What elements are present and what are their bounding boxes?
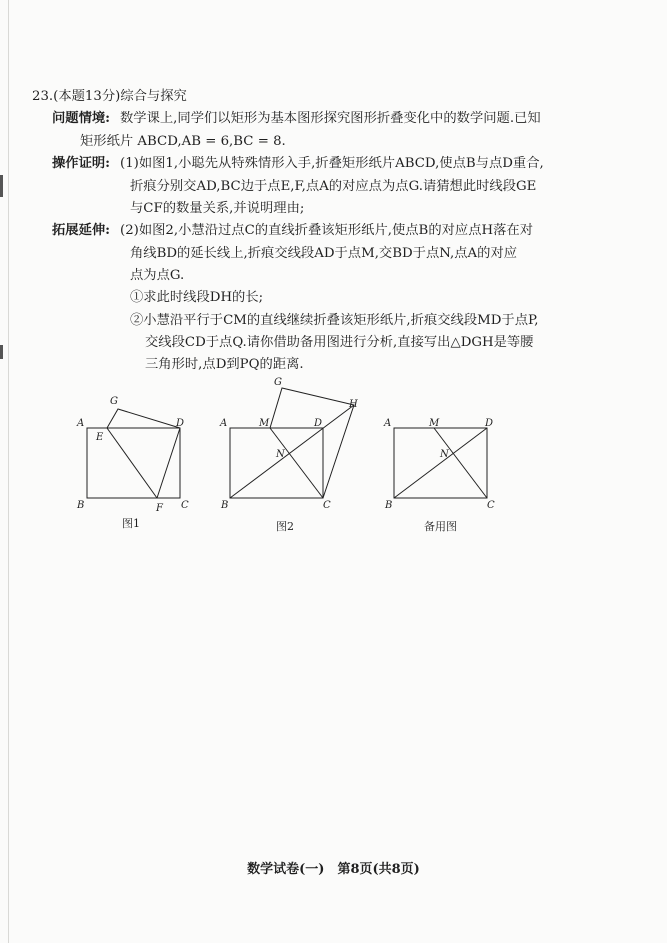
fig3-label-c: C [487,500,495,511]
proof-label: 操作证明: [52,156,111,171]
fig2-label-d: D [314,418,323,429]
fig2-folded-part [270,388,354,498]
fig2-label-g: G [274,377,282,388]
extend-line-3: 点为点G. [130,268,185,283]
proof-line-3: 与CF的数量关系,并说明理由; [130,201,305,216]
fig1-label-a: A [77,418,85,429]
proof-line-1: (1)如图1,小聪先从特殊情形入手,折叠矩形纸片ABCD,使点B与点D重合, [120,156,544,171]
extend-line-2: 角线BD的延长线上,折痕交线段AD于点M,交BD于点N,点A的对应 [130,246,518,261]
sub-question-2-line-2: 交线段CD于点Q.请你借助备用图进行分析,直接写出△DGH是等腰 [145,335,534,350]
fig1-line-df [157,428,180,498]
fig2-fold-cm [270,428,323,498]
fig1-label-c: C [181,500,189,511]
extend-line-1: (2)如图2,小慧沿过点C的直线折叠该矩形纸片,使点B的对应点H落在对 [120,223,534,238]
fig1-label-b: B [77,500,85,511]
fig1-folded-part [107,409,180,428]
fig1-label-d: D [176,418,185,429]
fig1-label-f: F [156,503,163,514]
fig2-diagonal-bh [230,405,354,498]
situation-label: 问题情境: [52,111,111,126]
fig1-label-e: E [96,432,104,443]
situation-line-1: 数学课上,同学们以矩形为基本图形探究图形折叠变化中的数学问题.已知 [120,111,541,126]
situation-line-2: 矩形纸片 ABCD,AB = 6,BC = 8. [80,134,286,149]
page-footer: 数学试卷(一) 第8页(共8页) [247,862,420,877]
fig2-label-c: C [323,500,331,511]
fig3-label-a: A [384,418,392,429]
fig3-label-b: B [385,500,393,511]
fig2-label-a: A [220,418,228,429]
sub-question-2-line-3: 三角形时,点D到PQ的距离. [145,357,304,372]
fig2-label-b: B [221,500,229,511]
proof-line-2: 折痕分别交AD,BC边于点E,F,点A的对应点为点G.请猜想此时线段GE [130,179,537,194]
fig3-label-d: D [485,418,494,429]
sub-question-1: ①求此时线段DH的长; [130,290,264,305]
fig3-caption: 备用图 [424,520,457,533]
fig3-label-n: N [440,449,449,460]
fig1-label-g: G [110,396,118,407]
fig2-caption: 图2 [276,520,294,533]
fig1-caption: 图1 [122,517,140,530]
sub-question-2-line-1: ②小慧沿平行于CM的直线继续折叠该矩形纸片,折痕交线段MD于点P, [130,313,539,328]
fig3-line-cm [434,428,487,498]
fig3-diagonal-bd [394,428,487,498]
fig2-label-m: M [259,418,270,429]
fig2-label-h: H [349,399,358,410]
fig3-label-m: M [429,418,440,429]
extend-label: 拓展延伸: [52,223,111,238]
question-number: 23.(本题13分)综合与探究 [32,89,187,104]
fig1-fold-ef [107,428,157,498]
fig2-label-n: N [276,449,285,460]
